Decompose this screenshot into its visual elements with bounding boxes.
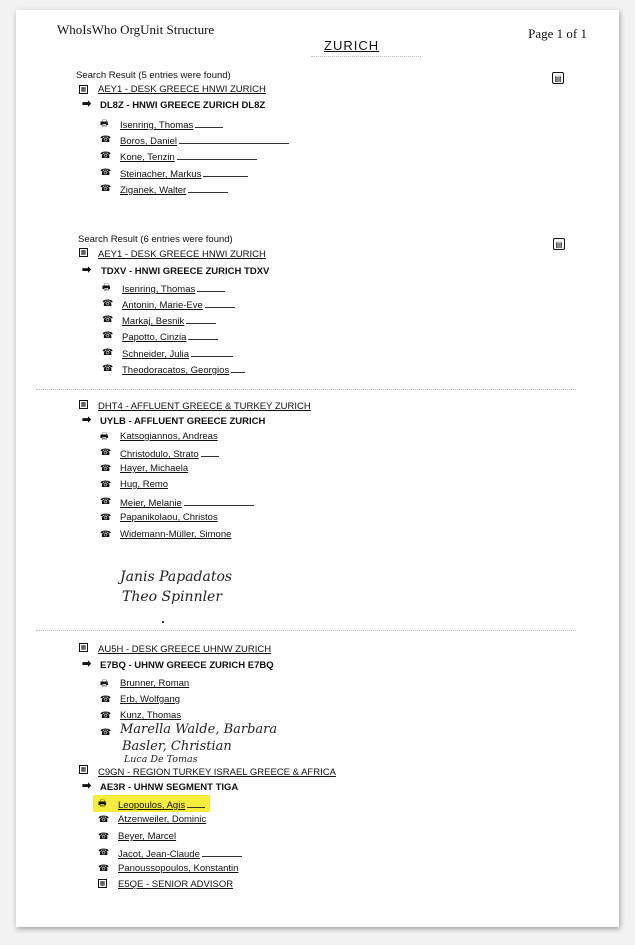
handwritten-note: Janis Papadatos — [120, 569, 233, 585]
person-link[interactable]: Widemann-Müller, Simone — [120, 529, 232, 540]
person-link[interactable]: Papanikolaou, Christos — [120, 512, 218, 523]
phone-icon: ☎ — [102, 330, 114, 340]
document-title: WhoIsWho OrgUnit Structure — [57, 22, 215, 37]
phone-icon: ☎ — [100, 496, 112, 506]
desk-icon: 🖶 — [100, 118, 109, 128]
search-result-2: Search Result (6 entries were found) — [78, 234, 233, 245]
phone-icon: ☎ — [102, 314, 114, 324]
phone-icon: ☎ — [102, 347, 114, 357]
person-link[interactable]: Boros, Daniel — [120, 134, 289, 148]
faint-line — [36, 630, 576, 632]
person-link[interactable]: Brunner, Roman — [120, 678, 190, 689]
phone-icon: ☎ — [100, 512, 112, 522]
page-number: Page 1 of 1 — [528, 26, 587, 41]
speck — [162, 621, 164, 623]
desk-icon: 🖶 — [102, 282, 111, 292]
phone-icon: ☎ — [100, 463, 112, 473]
person-link[interactable]: Isenring, Thomas — [122, 282, 225, 296]
arrow-right-icon: ➡ — [82, 264, 92, 276]
person-link[interactable]: Erb, Wolfgang — [120, 694, 181, 705]
current-unit: DL8Z - HNWI GREECE ZURICH DL8Z — [100, 100, 266, 111]
org-icon: ▦ — [80, 402, 87, 408]
person-link[interactable]: Hayer, Michaela — [120, 463, 189, 474]
phone-icon: ☎ — [98, 814, 110, 824]
person-link[interactable]: Steinacher, Markus — [120, 167, 248, 181]
phone-icon: ☎ — [100, 694, 112, 704]
person-link[interactable]: Theodoracatos, Georgios — [122, 363, 245, 377]
org-icon: ▦ — [80, 645, 87, 651]
person-link[interactable]: Kone, Tenzin — [120, 150, 257, 164]
person-link[interactable]: Atzenweiler, Dominic — [118, 814, 207, 825]
org-icon: ▦ — [80, 767, 87, 773]
search-result-1: Search Result (5 entries were found) — [76, 70, 231, 81]
person-link[interactable]: Katsogiannos, Andreas — [120, 431, 218, 442]
handwritten-note: Theo Spinnler — [122, 589, 223, 605]
person-link[interactable]: Panoussopoulos, Konstantin — [118, 863, 239, 874]
arrow-right-icon: ➡ — [82, 414, 92, 426]
org-unit-link[interactable]: DHT4 - AFFLUENT GREECE & TURKEY ZURICH — [98, 401, 311, 412]
desk-icon: 🖶 — [100, 431, 109, 441]
print-icon[interactable]: ▤ — [553, 238, 565, 250]
print-icon[interactable]: ▤ — [552, 72, 564, 84]
person-link[interactable]: Kunz, Thomas — [120, 710, 182, 721]
handwritten-note: Basler, Christian — [122, 739, 232, 754]
org-icon: ▦ — [99, 881, 106, 887]
faint-line — [311, 56, 421, 58]
person-link[interactable]: Isenring, Thomas — [120, 118, 223, 132]
phone-icon: ☎ — [100, 479, 112, 489]
person-link[interactable]: Meier, Melanie — [120, 496, 254, 510]
person-link[interactable]: Antonin, Marie-Eve — [122, 298, 235, 312]
org-icon: ▦ — [80, 250, 87, 256]
city-heading: ZURICH — [324, 38, 380, 53]
phone-icon: ☎ — [98, 831, 110, 841]
phone-icon: ☎ — [100, 167, 112, 177]
current-unit: AE3R - UHNW SEGMENT TIGA — [100, 782, 239, 793]
org-unit-link[interactable]: AU5H - DESK GREECE UHNW ZURICH — [98, 644, 272, 655]
phone-icon: ☎ — [100, 134, 112, 144]
phone-icon: ☎ — [100, 727, 112, 737]
org-icon: ▦ — [80, 87, 87, 93]
current-unit: E7BQ - UHNW GREECE ZURICH E7BQ — [100, 660, 274, 671]
phone-icon: ☎ — [100, 183, 112, 193]
arrow-right-icon: ➡ — [82, 98, 92, 110]
person-link[interactable]: Ziganek, Walter — [120, 183, 228, 197]
person-link[interactable]: Beyer, Marcel — [118, 831, 177, 842]
current-unit: UYLB - AFFLUENT GREECE ZURICH — [100, 416, 266, 427]
handwritten-note: Marella Walde, Barbara — [120, 722, 278, 737]
phone-icon: ☎ — [100, 710, 112, 720]
sub-unit-link[interactable]: E5QE - SENIOR ADVISOR — [118, 879, 234, 890]
faint-line — [36, 389, 576, 391]
person-link[interactable]: Papotto, Cinzia — [122, 330, 218, 344]
arrow-right-icon: ➡ — [82, 780, 92, 792]
arrow-right-icon: ➡ — [82, 658, 92, 670]
org-unit-link[interactable]: C9GN - REGION TURKEY ISRAEL GREECE & AFRICA — [98, 767, 336, 778]
handwritten-note: Luca De Tomas — [124, 754, 198, 765]
person-link-highlighted[interactable]: Leopoulos, Agis — [118, 798, 205, 812]
person-link[interactable]: Jacot, Jean-Claude — [118, 847, 242, 861]
current-unit: TDXV - HNWI GREECE ZURICH TDXV — [101, 266, 270, 277]
org-unit-link[interactable]: AEY1 - DESK GREECE HNWI ZURICH — [98, 84, 266, 95]
phone-icon: ☎ — [100, 150, 112, 160]
phone-icon: ☎ — [100, 447, 112, 457]
desk-icon: 🖶 — [98, 798, 107, 808]
document-page — [16, 10, 619, 927]
phone-icon: ☎ — [102, 298, 114, 308]
phone-icon: ☎ — [98, 863, 110, 873]
phone-icon: ☎ — [100, 529, 112, 539]
phone-icon: ☎ — [98, 847, 110, 857]
person-link[interactable]: Markaj, Besnik — [122, 314, 216, 328]
person-link[interactable]: Hug, Remo — [120, 479, 169, 490]
person-link[interactable]: Schneider, Julia — [122, 347, 233, 361]
phone-icon: ☎ — [102, 363, 114, 373]
desk-icon: 🖶 — [100, 678, 109, 688]
person-link[interactable]: Christodulo, Strato — [120, 447, 219, 461]
org-unit-link[interactable]: AEY1 - DESK GREECE HNWI ZURICH — [98, 249, 266, 260]
